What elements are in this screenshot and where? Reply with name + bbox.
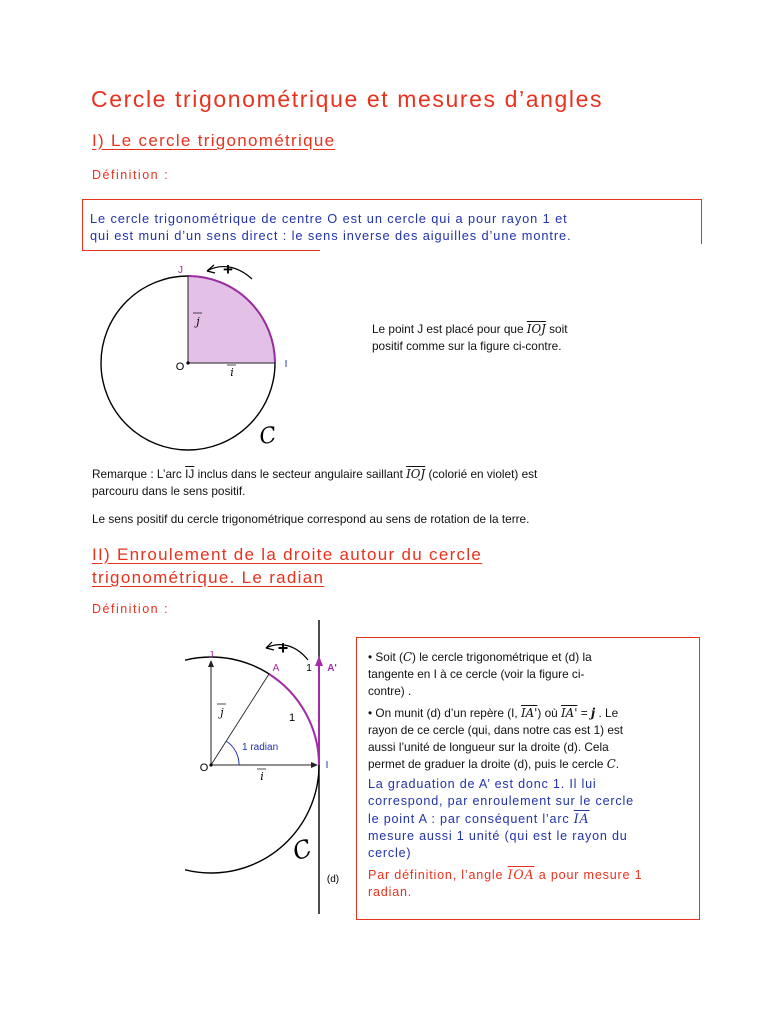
section-2-heading-line-2: trigonométrique. Le radian — [92, 568, 325, 587]
vector-j-arrowhead — [208, 660, 214, 667]
remark — [92, 466, 692, 500]
label-o-point-2: O — [199, 762, 209, 774]
label-circle-c: C — [257, 422, 279, 451]
figure-2-radian — [185, 618, 355, 918]
label-a-point: A — [272, 663, 280, 674]
label-plus-2: + — [277, 638, 289, 658]
bullet-2-line-2: rayon de ce cercle (qui, dans notre cas est 1) est — [368, 723, 624, 737]
angle-ioj-remark: $\overline{IOJ}$ — [406, 467, 426, 481]
graduation-line-3: le point A : par conséquent l’arc $\overline{IA}$ — [368, 811, 590, 826]
label-arc-length-1: 1 — [288, 712, 296, 724]
definition-box-2-content — [368, 649, 694, 901]
box-border-gap — [320, 244, 705, 254]
label-vector-i: i — [230, 366, 234, 379]
section-2-heading-line-1: II) Enroulement de la droite autour du cercle — [92, 545, 483, 564]
circle-c-symbol-1: C — [402, 650, 412, 664]
graduation-paragraph — [368, 776, 694, 862]
bullet-2 — [368, 705, 694, 773]
vector-ia-prime-2: IA' — [561, 706, 578, 720]
angle-ioa: $\overline{IOA}$ — [507, 867, 535, 882]
radian-line-2: radian. — [368, 885, 413, 899]
label-j-point: J — [178, 265, 183, 276]
center-point — [186, 361, 189, 364]
label-j-point-2: J — [208, 650, 214, 661]
arrowhead-a-prime — [315, 656, 323, 666]
circle-c-symbol-2: C — [606, 757, 616, 771]
definition-text-1 — [90, 210, 690, 244]
label-o-point: O — [175, 361, 185, 373]
vector-i-arrowhead — [311, 762, 318, 768]
remark-line-1: Remarque : L’arc $\overline{IJ}$ inclus dans le secteur angulaire saillant $\overline{IOJ}$ (colorié en violet) est — [92, 467, 538, 481]
section-1-heading: I) Le cercle trigonométrique — [92, 131, 336, 150]
label-1-radian: 1 radian — [242, 742, 279, 753]
angle-arc — [226, 741, 239, 765]
center-point-2 — [209, 763, 212, 766]
label-vector-i-2: i — [260, 770, 264, 783]
bullet-1-line-2: tangente en I à ce cercle (voir la figure ci- — [368, 667, 585, 681]
page-title: Cercle trigonométrique et mesures d’angles — [91, 86, 604, 112]
violet-sector — [188, 276, 275, 363]
figure-1-unit-circle — [88, 255, 313, 455]
definition-line-1: Le cercle trigonométrique de centre O est un cercle qui a pour rayon 1 et — [90, 211, 568, 226]
earth-rotation-line: Le sens positif du cercle trigonométrique correspond au sens de rotation de la terre. — [92, 512, 530, 526]
radian-definition — [368, 866, 694, 901]
section-2-heading — [92, 543, 482, 589]
label-i-point: I — [284, 359, 288, 370]
definition-line-2: qui est muni d’un sens direct : le sens inverse des aiguilles d’une montre. — [90, 228, 572, 243]
figure-1-note — [372, 321, 632, 355]
angle-ioj: $\overline{IOJ}$ — [526, 322, 546, 336]
arc-ia-label: $\overline{IA}$ — [573, 811, 590, 826]
label-line-d: (d) — [326, 874, 340, 885]
label-plus: + — [223, 260, 233, 279]
label-a-prime: A' — [327, 663, 337, 674]
bullet-1 — [368, 649, 694, 700]
label-circle-c-2: C — [288, 833, 316, 867]
bullet-1-line-1: • Soit (C) le cercle trigonométrique et (d) la — [368, 650, 592, 664]
graduation-line-5: cercle) — [368, 846, 412, 860]
definition-label-1: Définition : — [92, 168, 170, 182]
vector-ia-prime-1: IA' — [520, 706, 538, 720]
note-line-2: positif comme sur la figure ci-contre. — [372, 339, 562, 353]
remark-line-2: parcouru dans le sens positif. — [92, 484, 246, 498]
bullet-1-line-3: contre) . — [368, 684, 412, 698]
bullet-2-line-1: • On munit (d) d’un repère (I, IA') où IA' = j . Le — [368, 706, 619, 720]
definition-label-2: Définition : — [92, 602, 170, 616]
label-vector-j-2: j — [220, 706, 224, 719]
label-graduation-1: 1 — [306, 663, 312, 674]
vector-j-symbol: j — [590, 706, 596, 720]
bullet-2-line-3: aussi l’unité de longueur sur la droite (d). Cela — [368, 740, 609, 754]
arc-ij-label: $\overline{IJ}$ — [185, 467, 195, 481]
note-line-1: Le point J est placé pour que $\overline{IOJ}$ soit — [372, 322, 568, 336]
graduation-line-4: mesure aussi 1 unité (qui est le rayon du — [368, 829, 628, 843]
graduation-line-1: La graduation de A’ est donc 1. Il lui — [368, 777, 597, 791]
label-i-point-2: I — [325, 760, 329, 771]
bullet-2-line-4: permet de graduer la droite (d), puis le cercle C. — [368, 757, 619, 771]
graduation-line-2: correspond, par enroulement sur le cercle — [368, 794, 634, 808]
label-vector-j: j — [196, 315, 200, 328]
radian-line-1: Par définition, l’angle $\overline{IOA}$ a pour mesure 1 — [368, 867, 643, 882]
